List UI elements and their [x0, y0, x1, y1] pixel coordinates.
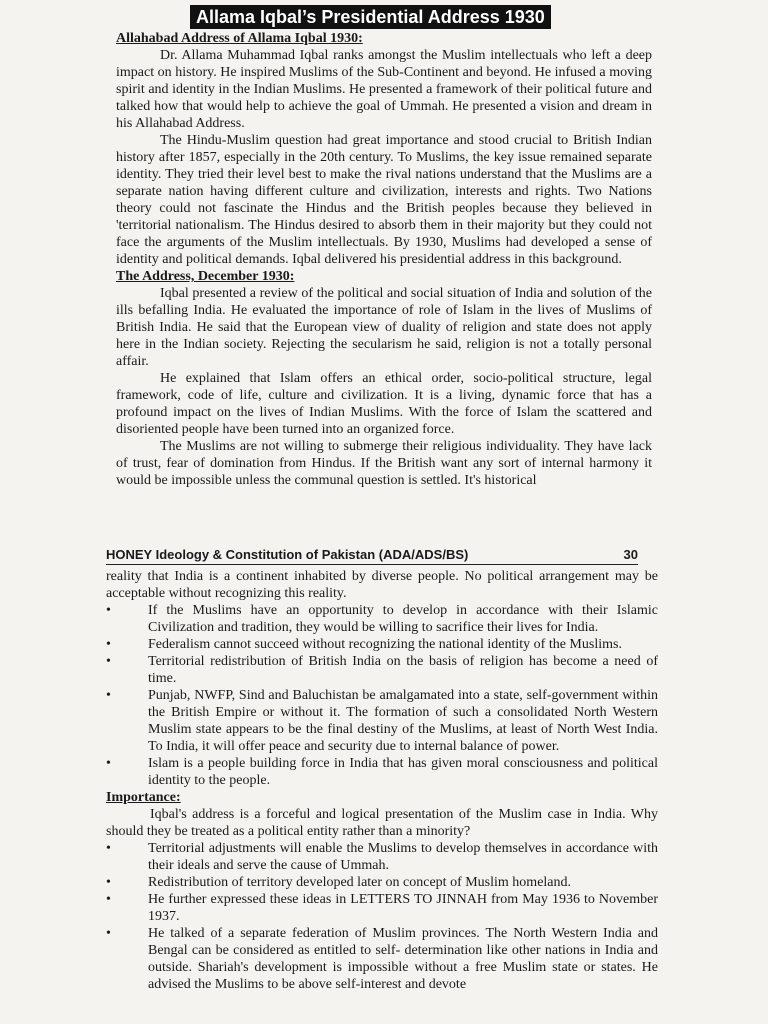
list-item: • Territorial adjustments will enable the Muslims to develop themselves in accordance with their ideals and serve the cause of Ummah. [106, 840, 658, 874]
list-item: • Punjab, NWFP, Sind and Baluchistan be amalgamated into a state, self-government within the British Empire or without it. The formation of such a consolidated North Western Muslim state appears to be the final destiny of the Muslims, at least of North West India. To India, it will offer peace and security due to internal balance of power. [106, 687, 658, 755]
page-title: Allama Iqbal’s Presidential Address 1930 [190, 5, 551, 29]
header-book-title: HONEY Ideology & Constitution of Pakistan (ADA/ADS/BS) [106, 547, 469, 562]
list-item: • Territorial redistribution of British India on the basis of religion has become a need of time. [106, 653, 658, 687]
section-allahabad [116, 28, 652, 489]
list-item: • He talked of a separate federation of Muslim provinces. The North Western India and Bengal can be considered as entitled to self- determination like other nations in India and outside. Shariah's development is impossible without a free Muslim state or states. He advised the Muslims to be above self-interest and devote [106, 925, 658, 993]
section-heading-allahabad: Allahabad Address of Allama Iqbal 1930: [116, 31, 363, 46]
paragraph: He explained that Islam offers an ethical order, socio-political structure, legal framework, code of life, culture and civilization. It is a living, dynamic force that has a profound impact on the lives of Indian Muslims. With the force of Islam the scattered and disoriented people have been turned into an organized force. [116, 371, 652, 437]
list-item: • Islam is a people building force in India that has given moral consciousness and political identity to the people. [106, 755, 658, 789]
list-item: • He further expressed these ideas in LETTERS TO JINNAH from May 1936 to November 1937. [106, 891, 658, 925]
paragraph: The Hindu-Muslim question had great importance and stood crucial to British Indian history after 1857, especially in the 20th century. To Muslims, the key issue remained separate identity. They tried their level best to make the rival nations understand that the Muslims are a separate nation having different culture and civilization, interests and rights. Two Nations theory could not fascinate the Hindus and the British peoples because they believed in 'territorial nationalism. The Hindus desired to absorb them in their majority but they could not face the arguments of the Muslim intellectuals. By 1930, Muslims had developed a sense of identity and political demands. Iqbal delivered his presidential address in this background. [116, 133, 652, 267]
page-number: 30 [623, 547, 638, 562]
paragraph: The Muslims are not willing to submerge their religious individuality. They have lack of trust, fear of domination from Hindus. If the British want any sort of internal harmony it would be impossible unless the communal question is settled. It's historical [116, 439, 652, 488]
running-header [106, 547, 638, 565]
list-item: • Federalism cannot succeed without recognizing the national identity of the Muslims. [106, 636, 658, 653]
paragraph: Dr. Allama Muhammad Iqbal ranks amongst the Muslim intellectuals who left a deep impact on history. He inspired Muslims of the Sub-Continent and beyond. He infused a moving spirit and identity in the Indian Muslims. He presented a framework of their political future and talked how that would help to achieve the goal of Ummah. He presented a vision and dream in his Allahabad Address. [116, 48, 652, 131]
importance-bullet-list [106, 840, 658, 993]
section-continuation [106, 568, 658, 993]
list-item: • Redistribution of territory developed later on concept of Muslim homeland. [106, 874, 658, 891]
paragraph: reality that India is a continent inhabited by diverse people. No political arrangement may be acceptable without recognizing this reality. [106, 569, 658, 601]
paragraph: Iqbal's address is a forceful and logical presentation of the Muslim case in India. Why should they be treated as a political entity rather than a minority? [106, 807, 658, 839]
bullet-list [106, 602, 658, 789]
paragraph: Iqbal presented a review of the political and social situation of India and solution of the ills befalling India. He evaluated the importance of role of Islam in the lives of Muslims of British India. He said that the European view of duality of religion and state does not apply here in the Indian society. Rejecting the secularism he said, religion is not a totally personal affair. [116, 286, 652, 369]
section-heading-importance: Importance: [106, 790, 181, 805]
list-item: • If the Muslims have an opportunity to develop in accordance with their Islamic Civilization and tradition, they would be willing to sacrifice their lives for India. [106, 602, 658, 636]
section-heading-address: The Address, December 1930: [116, 269, 295, 284]
